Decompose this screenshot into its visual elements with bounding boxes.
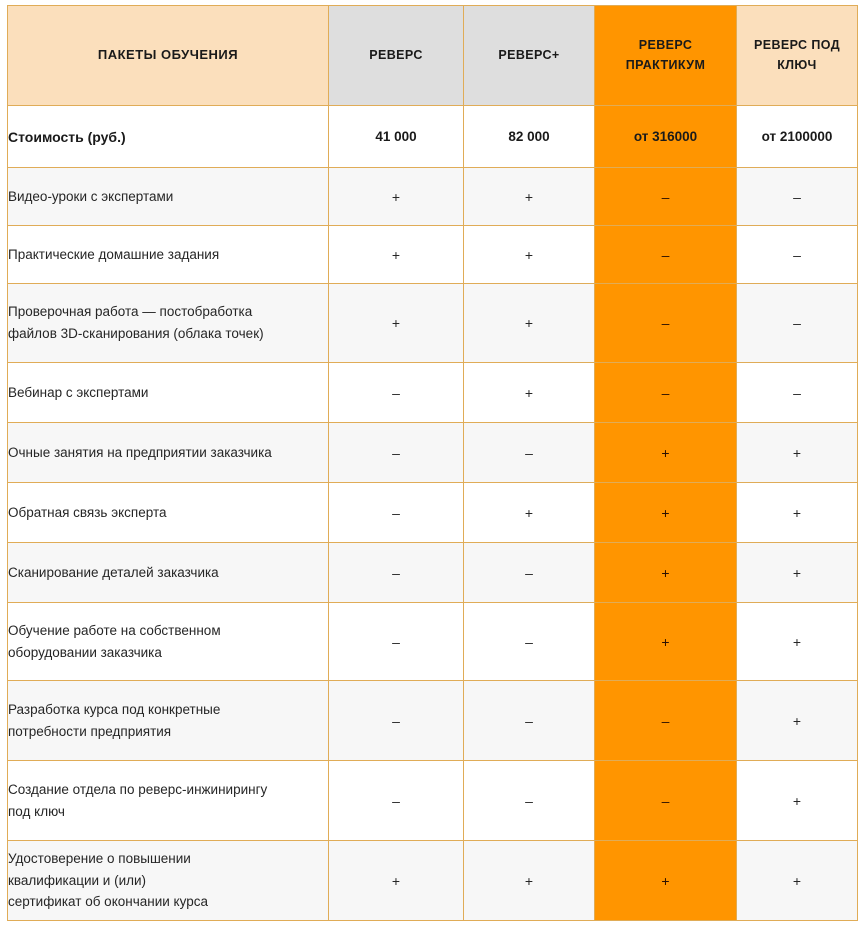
plus-icon: + [792,633,802,650]
cell-mark [595,226,737,284]
cell-mark [329,543,464,603]
price-row-label: Стоимость (руб.) [8,106,329,168]
minus-icon: – [793,315,801,331]
plus-icon: + [391,872,401,889]
cell-mark [464,761,595,841]
feature-label [8,363,329,423]
table-header [8,6,858,106]
feature-label-line: Вебинар с экспертами [8,384,149,400]
plus-icon: + [792,792,802,809]
plus-icon: + [661,633,670,650]
cell-mark [737,483,858,543]
plus-icon: + [661,504,670,521]
minus-icon: – [661,384,670,401]
minus-icon: – [661,188,670,205]
cell-mark [464,363,595,423]
plus-icon: + [391,188,401,205]
cell-mark [329,603,464,681]
table-row [8,483,858,543]
cell-mark [595,363,737,423]
column-header-revers-pod-kluch [737,6,858,106]
cell-mark [464,168,595,226]
cell-mark [329,483,464,543]
minus-icon: – [392,384,400,401]
minus-icon: – [392,792,400,809]
cell-mark [737,423,858,483]
cell-mark [464,681,595,761]
minus-icon: – [392,504,400,521]
feature-label-line: Разработка курса под конкретные [8,701,221,717]
column-header-revers-praktikum-line1: РЕВЕРС [638,38,693,53]
plus-icon: + [524,246,534,263]
column-header-revers-pod-kluch-line2: КЛЮЧ [777,57,817,72]
column-header-revers-praktikum-line2: ПРАКТИКУМ [625,57,706,72]
plus-icon: + [792,444,802,461]
cell-mark [737,761,858,841]
cell-mark [595,483,737,543]
feature-label-line: Обратная связь эксперта [8,504,167,520]
table-row [8,841,858,921]
feature-label [8,168,329,226]
cell-mark [595,543,737,603]
column-header-revers-plus: РЕВЕРС+ [464,6,595,106]
plus-icon: + [792,504,802,521]
minus-icon: – [661,315,670,331]
price-row [8,106,858,168]
cell-mark [464,226,595,284]
minus-icon: – [661,246,670,263]
feature-label-line: квалификации и (или) [8,872,147,888]
cell-mark [464,483,595,543]
cell-mark [464,841,595,921]
cell-mark [329,226,464,284]
price-revers: 41 000 [329,106,464,168]
plus-icon: + [524,315,534,331]
plus-icon: + [524,872,534,889]
cell-mark [329,168,464,226]
feature-label-line: Видео-уроки с экспертами [8,188,174,204]
plus-icon: + [792,872,802,889]
price-revers-pod-kluch: от 2100000 [737,106,858,168]
cell-mark [595,423,737,483]
training-packages-comparison-table [7,5,858,921]
feature-label [8,483,329,543]
plus-icon: + [391,246,401,263]
cell-mark [595,603,737,681]
table-row [8,423,858,483]
cell-mark [329,681,464,761]
feature-label [8,543,329,603]
cell-mark [737,226,858,284]
feature-label [8,761,329,841]
minus-icon: – [793,188,801,205]
table-row [8,603,858,681]
cell-mark [329,841,464,921]
plus-icon: + [661,444,670,461]
cell-mark [329,761,464,841]
feature-label [8,681,329,761]
column-header-revers-praktikum [595,6,737,106]
feature-label-line: под ключ [8,803,65,819]
feature-label-line: сертификат об окончании курса [8,894,208,910]
cell-mark [464,423,595,483]
minus-icon: – [793,384,801,401]
minus-icon: – [392,444,400,461]
cell-mark [329,363,464,423]
cell-mark [737,543,858,603]
cell-mark [464,284,595,363]
column-header-revers-pod-kluch-line1: РЕВЕРС ПОД [753,38,840,53]
cell-mark [595,681,737,761]
minus-icon: – [525,712,533,729]
feature-label-line: Создание отдела по реверс-инжинирингу [8,781,268,797]
column-header-features: ПАКЕТЫ ОБУЧЕНИЯ [8,6,329,106]
plus-icon: + [391,315,401,331]
cell-mark [737,363,858,423]
cell-mark [737,841,858,921]
cell-mark [464,603,595,681]
price-revers-plus: 82 000 [464,106,595,168]
feature-label-line: файлов 3D-сканирования (облака точек) [8,326,264,341]
table-row [8,168,858,226]
minus-icon: – [793,246,801,263]
minus-icon: – [525,792,533,809]
minus-icon: – [392,564,400,581]
feature-label-line: Обучение работе на собственном [8,622,221,638]
cell-mark [329,423,464,483]
plus-icon: + [792,712,802,729]
cell-mark [595,168,737,226]
table-row [8,543,858,603]
table-row [8,284,858,363]
table-row [8,681,858,761]
cell-mark [329,284,464,363]
cell-mark [737,603,858,681]
minus-icon: – [392,633,400,650]
table-body [8,106,858,921]
column-header-revers: РЕВЕРС [329,6,464,106]
minus-icon: – [661,712,670,729]
cell-mark [595,284,737,363]
feature-label-line: потребности предприятия [8,723,172,739]
table-row [8,363,858,423]
plus-icon: + [524,384,534,401]
minus-icon: – [525,633,533,650]
feature-label-line: оборудовании заказчика [8,644,162,660]
feature-label [8,423,329,483]
cell-mark [595,841,737,921]
minus-icon: – [392,712,400,729]
table-row [8,226,858,284]
cell-mark [737,681,858,761]
plus-icon: + [661,872,670,889]
feature-label-line: Проверочная работа — постобработка [8,304,253,320]
plus-icon: + [524,504,534,521]
cell-mark [464,543,595,603]
plus-icon: + [524,188,534,205]
feature-label [8,603,329,681]
cell-mark [595,761,737,841]
plus-icon: + [661,564,670,581]
plus-icon: + [792,564,802,581]
pricing-table-container [7,5,857,920]
cell-mark [737,168,858,226]
cell-mark [737,284,858,363]
feature-label-line: Удостоверение о повышении [8,850,191,866]
table-header-row [8,6,858,106]
feature-label-line: Сканирование деталей заказчика [8,564,219,580]
minus-icon: – [525,564,533,581]
price-revers-praktikum: от 316000 [595,106,737,168]
feature-label [8,226,329,284]
minus-icon: – [525,444,533,461]
feature-label-line: Практические домашние задания [8,246,220,262]
table-row [8,761,858,841]
feature-label [8,284,329,363]
feature-label-line: Очные занятия на предприятии заказчика [8,444,272,460]
feature-label [8,841,329,921]
minus-icon: – [661,792,670,809]
